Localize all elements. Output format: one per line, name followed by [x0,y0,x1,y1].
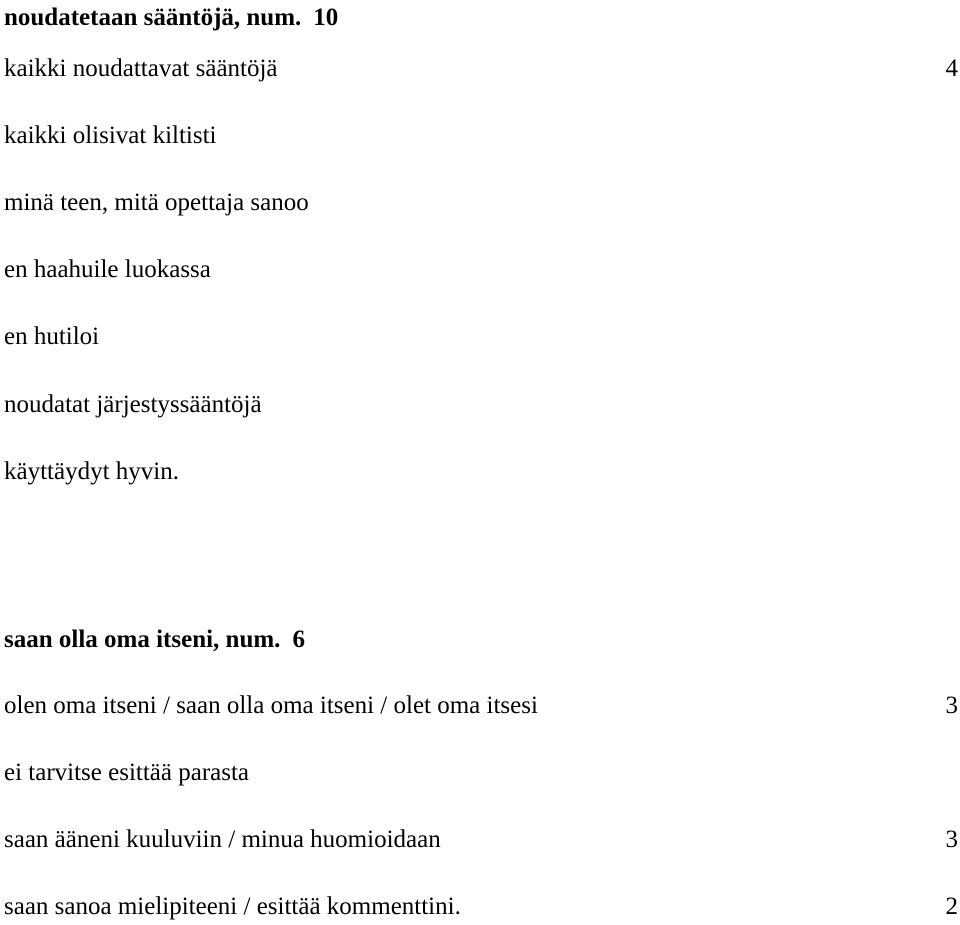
list-item [4,389,958,421]
list-item [4,757,958,789]
item-text: kaikki noudattavat sääntöjä [4,55,278,82]
list-item [4,53,958,85]
section-title: saan olla oma itseni, num. [4,626,281,653]
section-title: noudatetaan sääntöjä, num. [4,4,302,31]
section-heading [4,624,958,656]
section-number: 6 [292,626,305,653]
item-count [938,389,958,421]
list-item [4,690,958,722]
item-count [938,254,958,286]
item-count [938,757,958,789]
item-text: kaikki olisivat kiltisti [4,122,217,149]
item-text: en hutiloi [4,323,100,350]
list-item [4,456,958,488]
item-count [938,321,958,353]
item-count [938,120,958,152]
item-text: käyttäydyt hyvin. [4,458,179,485]
item-text: saan ääneni kuuluviin / minua huomioidaan [4,826,441,853]
item-text: noudatat järjestyssääntöjä [4,391,262,418]
list-item [4,321,958,353]
item-count: 3 [945,826,958,853]
list-item [4,254,958,286]
item-count: 3 [945,692,958,719]
list-item [4,891,958,923]
list-item [4,120,958,152]
item-text: olen oma itseni / saan olla oma itseni / olet oma itsesi [4,692,538,719]
item-count: 2 [945,893,958,920]
item-text: minä teen, mitä opettaja sanoo [4,189,309,216]
item-count [938,187,958,219]
section-heading [4,2,958,34]
item-count [938,456,958,488]
item-text: saan sanoa mielipiteeni / esittää kommenttini. [4,893,461,920]
item-text: ei tarvitse esittää parasta [4,759,250,786]
item-text: en haahuile luokassa [4,256,211,283]
list-item [4,187,958,219]
list-item [4,824,958,856]
section-number: 10 [313,4,339,31]
item-count: 4 [945,55,958,82]
